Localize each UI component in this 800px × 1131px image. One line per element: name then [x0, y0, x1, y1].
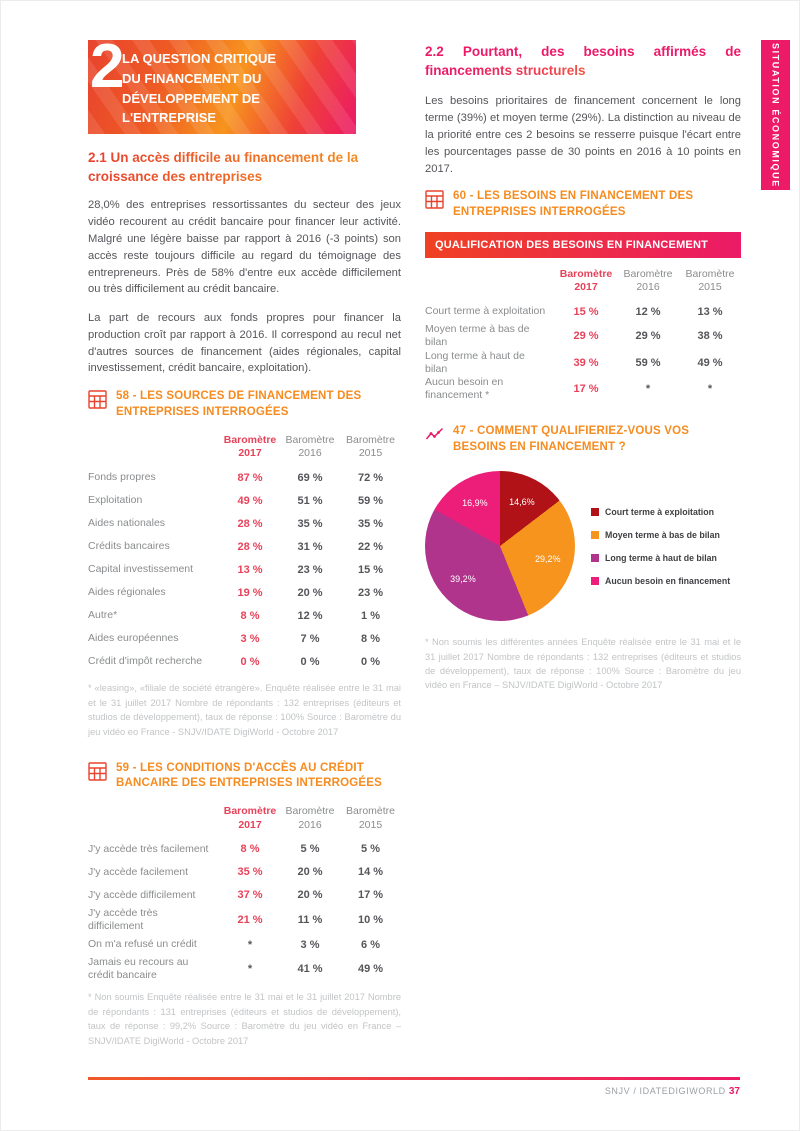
table-60-title: 60 - LES BESOINS EN FINANCEMENT DES ENTREPRISES INTERROGÉES	[453, 190, 694, 218]
pie-chart-block	[425, 471, 741, 621]
value-2016: 59 %	[635, 356, 661, 369]
value-2015: 8 %	[361, 632, 380, 645]
row-label: Aides européennes	[88, 632, 179, 645]
value-2016: 23 %	[297, 563, 323, 576]
pie-slice-label: 14,6%	[509, 496, 535, 507]
table-row	[88, 466, 401, 489]
row-label: Aucun besoin en financement *	[425, 375, 504, 401]
section-2-2-title-line1: 2.2 Pourtant, des besoins affirmés de	[425, 44, 741, 59]
row-label: J'y accède très facilement	[88, 842, 209, 855]
table-60-heading	[425, 189, 741, 220]
value-2016: 3 %	[300, 938, 320, 951]
value-2017: 39 %	[573, 356, 599, 369]
value-2017: 0 %	[240, 655, 260, 668]
table-58-footnote: * «leasing», «filiale de société étrangère». Enquête réalisée entre le 31 mai et le 31 juillet 2017 Nombre de répondants : 132 entreprises (éditeurs et studios de développement), taux de réponse : 100% Source : Baromètre du jeu vidéo eo France - SNJV/IDATE DigiWorld - Octobre 2017	[88, 683, 401, 737]
row-label: Crédit d'impôt recherche	[88, 655, 203, 668]
legend-label: Court terme à exploitation	[605, 506, 714, 517]
side-tab-situation-economique	[761, 40, 790, 190]
chart-47-title: 47 - COMMENT QUALIFIERIEZ-VOUS VOS BESOINS EN FINANCEMENT ?	[453, 425, 690, 453]
legend-swatch	[591, 531, 599, 539]
value-2015: 1 %	[361, 609, 380, 622]
row-label: Aides régionales	[88, 586, 166, 599]
value-2016: 20 %	[297, 889, 323, 902]
value-2017: 17 %	[573, 382, 599, 395]
value-2015: 5 %	[361, 843, 380, 856]
chart-47-footnote: * Non soumis les différentes années Enquête réalisée entre le 31 mai et le 31 juillet 2017 Nombre de répondants : 132 entreprises (éditeurs et studios de développement), taux de réponse : 100% Source : Baromètre du jeu vidéo en France – SNJV/IDATE DigiWorld - Octobre 2017	[425, 637, 741, 691]
legend-item	[591, 507, 730, 517]
table-row	[88, 535, 401, 558]
column-header-2015: Baromètre 2015	[345, 433, 396, 460]
row-label: Fonds propres	[88, 471, 156, 484]
chapter-title-line: DÉVELOPPEMENT DE	[122, 90, 260, 106]
pie-slice-label: 16,9%	[462, 498, 488, 509]
value-2016: 35 %	[297, 517, 323, 530]
table-row	[425, 300, 741, 323]
value-2015: 49 %	[357, 963, 384, 976]
value-2017: 87 %	[237, 471, 263, 484]
value-2016: 7 %	[300, 632, 320, 645]
value-2015: 13 %	[697, 305, 723, 318]
value-2017: *	[247, 963, 253, 976]
column-header-2017: Baromètre 2017	[223, 433, 277, 460]
pie-slice-label: 39,2%	[450, 573, 476, 584]
chapter-title-line: DU FINANCEMENT DU	[122, 70, 262, 86]
table-row	[88, 956, 401, 982]
right-column	[425, 42, 741, 693]
section-2-1-title: 2.1 Un accès difficile au financement de la croissance des entreprises	[88, 148, 401, 186]
value-2016: 20 %	[297, 866, 323, 879]
value-2017: 15 %	[573, 305, 599, 318]
value-2017: 29 %	[573, 330, 599, 343]
value-2015: 49 %	[697, 356, 723, 369]
table-row	[88, 489, 401, 512]
table-59-footnote: * Non soumis Enquête réalisée entre le 31 mai et le 31 juillet 2017 Nombre de répondants : 131 entreprises (éditeurs et studios de développement), taux de réponse : 99,2% Source : Baromètre du jeu vidéo en France – SNJV/IDATE DigiWorld - Octobre 2017	[88, 992, 401, 1046]
value-2015: 35 %	[357, 517, 384, 530]
value-2015: 14 %	[357, 866, 384, 879]
value-2016: 31 %	[297, 540, 323, 553]
side-tab-label: SITUATION ÉCONOMIQUE	[770, 42, 781, 188]
row-label: J'y accède facilement	[88, 865, 189, 878]
row-label: Court terme à exploitation	[425, 305, 546, 318]
table-grid-icon	[425, 190, 444, 214]
table-row	[425, 323, 741, 349]
paragraph-2-1-b: La part de recours aux fonds propres pour financer la production croît par rapport à 2016. Il correspond au recul net d'autres sources de financement (aides régionales, capital investissement, crédit bancaire, exploitation).	[88, 312, 401, 375]
value-2016: 11 %	[297, 914, 323, 927]
table-59-heading	[88, 761, 401, 792]
chapter-title-line: LA QUESTION CRITIQUE	[122, 51, 277, 66]
page-footer	[88, 1086, 740, 1097]
legend-label: Long terme à haut de bilan	[605, 552, 717, 563]
value-2015: 72 %	[357, 471, 384, 484]
footer-page-number: 37	[728, 1086, 740, 1097]
table-58-heading	[88, 389, 401, 420]
chart-47-heading	[425, 424, 741, 455]
table-row	[425, 350, 741, 376]
legend-swatch	[591, 554, 599, 562]
value-2017: 3 %	[240, 632, 260, 645]
paragraph-2-2: Les besoins prioritaires de financement concernent le long terme (39%) et moyen terme (29%). La distinction au niveau de la priorité entre ces 2 besoins se resserre puisque l'écart entre les pourcentages passe de 30 points en 2016 à 10 points en 2017.	[425, 95, 741, 175]
legend-swatch	[591, 508, 599, 516]
row-label: Autre*	[88, 609, 118, 622]
table-grid-icon	[88, 390, 107, 414]
table-58-header-row	[88, 430, 401, 464]
value-2017: 28 %	[237, 517, 263, 530]
table-row	[88, 604, 401, 627]
column-header-2016: Baromètre 2016	[285, 433, 335, 460]
legend-swatch	[591, 577, 599, 585]
legend-label: Aucun besoin en financement	[605, 575, 731, 586]
qualification-banner: QUALIFICATION DES BESOINS EN FINANCEMENT	[425, 232, 741, 258]
legend-item	[591, 553, 730, 563]
table-row	[88, 933, 401, 956]
row-label: J'y accède difficilement	[88, 888, 196, 901]
pie-chart	[425, 471, 575, 621]
column-header-2015: Baromètre 2015	[685, 267, 735, 294]
column-header-2017: Baromètre 2017	[223, 805, 277, 831]
table-60	[425, 264, 741, 402]
value-2017: 35 %	[237, 866, 263, 879]
table-row	[425, 376, 741, 402]
value-2015: 17 %	[357, 889, 384, 902]
row-label: On m'a refusé un crédit	[88, 938, 197, 951]
value-2017: 8 %	[240, 843, 260, 856]
value-2017: 19 %	[237, 586, 263, 599]
paragraph-2-1-a: 28,0% des entreprises ressortissantes du secteur des jeux vidéo recourent au crédit bancaire pour financer leur activité. Malgré une légère baisse par rapport à 2016 (-3 points) son accès reste toujours difficile au regard du témoignage des entrepreneurs. Près de 58% d'entre eux accède difficilement ou très difficilement au crédit bancaire.	[88, 199, 401, 296]
table-row	[88, 907, 401, 933]
value-2017: 28 %	[237, 540, 263, 553]
value-2015: 23 %	[357, 586, 384, 599]
section-2-2-title-line2: financements structurels	[425, 61, 741, 80]
legend-item	[591, 576, 730, 586]
value-2016: 12 %	[635, 305, 661, 318]
column-header-2017: Baromètre 2017	[559, 267, 613, 294]
column-header-2015: Baromètre 2015	[345, 805, 396, 831]
row-label: Crédits bancaires	[88, 540, 170, 553]
value-2015: 6 %	[361, 938, 380, 951]
value-2015: 22 %	[357, 540, 384, 553]
value-2016: 51 %	[297, 494, 323, 507]
table-row	[88, 861, 401, 884]
value-2016: 0 %	[300, 655, 320, 668]
value-2017: 8 %	[240, 609, 260, 622]
row-label: Aides nationales	[88, 517, 166, 530]
value-2017: 21 %	[237, 914, 263, 927]
value-2015: 10 %	[357, 914, 384, 927]
table-row	[88, 558, 401, 581]
value-2015: 38 %	[697, 330, 723, 343]
row-label: J'y accède très difficilement	[88, 906, 158, 933]
column-header-2016: Baromètre 2016	[623, 267, 673, 294]
line-chart-icon	[425, 425, 444, 449]
chapter-number: 2	[90, 32, 125, 101]
chapter-title-line: L'ENTREPRISE	[122, 110, 217, 126]
chart-legend	[591, 507, 730, 586]
left-column	[88, 148, 401, 1048]
row-label: Moyen terme à bas de bilan	[425, 323, 530, 349]
footer-rule	[88, 1077, 740, 1080]
table-59	[88, 802, 401, 983]
table-row	[88, 581, 401, 604]
chapter-title	[122, 49, 322, 128]
section-2-2-title	[425, 42, 741, 80]
chapter-header	[88, 32, 356, 134]
value-2016: 12 %	[297, 609, 323, 622]
table-58	[88, 430, 401, 673]
value-2017: *	[247, 938, 253, 951]
value-2015: 0 %	[361, 655, 380, 668]
value-2017: 37 %	[237, 889, 263, 902]
value-2016: 41 %	[297, 963, 323, 976]
value-2015: 15 %	[357, 563, 384, 576]
legend-item	[591, 530, 730, 540]
value-2017: 13 %	[237, 563, 263, 576]
table-59-header-row	[88, 802, 401, 836]
table-59-title: 59 - LES CONDITIONS D'ACCÈS AU CRÉDIT BANCAIRE DES ENTREPRISES INTERROGÉES	[116, 761, 382, 790]
value-2016: 5 %	[300, 843, 320, 856]
row-label: Capital investissement	[88, 563, 194, 576]
table-60-header-row	[425, 264, 741, 298]
pie-slice-label: 29,2%	[534, 554, 561, 565]
table-row	[88, 627, 401, 650]
table-row	[88, 650, 401, 673]
value-2015: 59 %	[357, 494, 384, 507]
table-row	[88, 884, 401, 907]
value-2015: *	[707, 382, 713, 395]
value-2017: 49 %	[237, 494, 263, 507]
table-row	[88, 838, 401, 861]
footer-brand: SNJV / IDATEDIGIWORLD	[604, 1086, 726, 1096]
value-2016: 20 %	[297, 586, 323, 599]
value-2016: 29 %	[635, 330, 661, 343]
legend-label: Moyen terme à bas de bilan	[605, 529, 720, 540]
table-row	[88, 512, 401, 535]
column-header-2016: Baromètre 2016	[285, 805, 335, 831]
value-2016: *	[645, 382, 651, 395]
value-2016: 69 %	[297, 471, 323, 484]
row-label: Jamais eu recours au crédit bancaire	[88, 956, 189, 982]
table-grid-icon	[88, 762, 107, 786]
row-label: Long terme à haut de bilan	[425, 349, 525, 375]
row-label: Exploitation	[88, 494, 143, 507]
table-58-title: 58 - LES SOURCES DE FINANCEMENT DES ENTREPRISES INTERROGÉES	[116, 390, 362, 418]
